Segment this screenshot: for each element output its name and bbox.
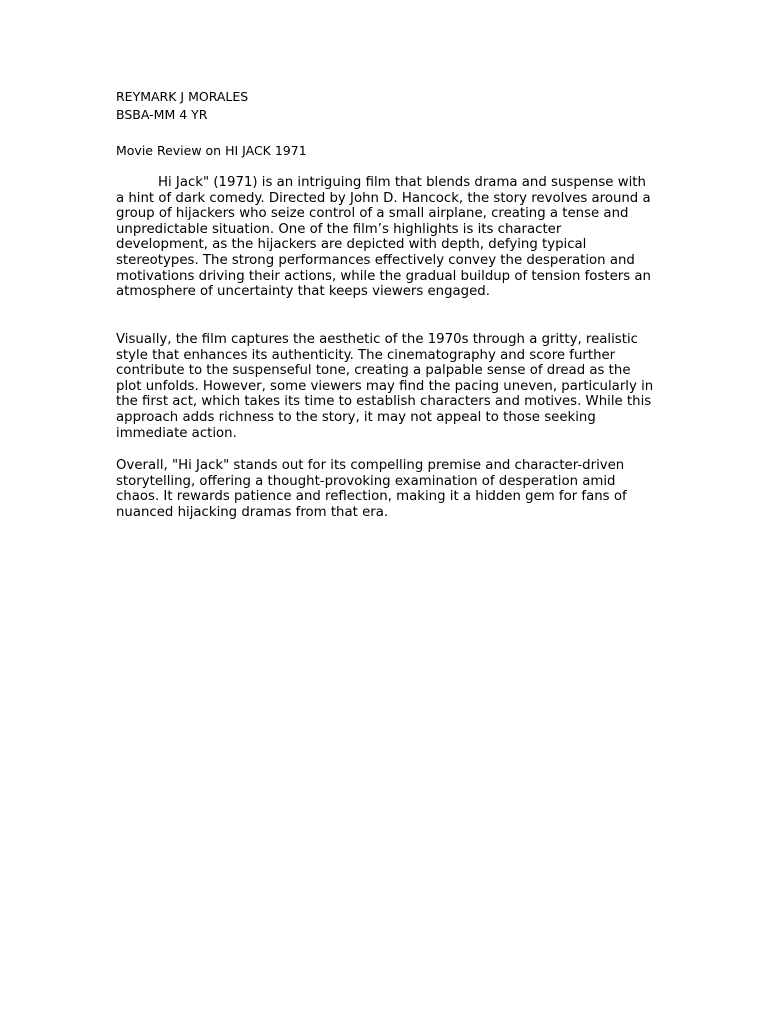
paragraph-3: Overall, "Hi Jack" stands out for its compelling premise and character-driven storytelling, offering a thought-provoking examination of desperation amid chaos. It rewards patience and reflection, making it a hidden gem for fans of nuanced hijacking dramas from that era.	[116, 458, 627, 520]
course-line: BSBA-MM 4 YR	[116, 107, 208, 122]
review-title: Movie Review on HI JACK 1971	[116, 143, 307, 158]
paragraph-2: Visually, the film captures the aesthetic of the 1970s through a gritty, realistic style that enhances its authenticity. The cinematography and score further contribute to the suspenseful tone, creating a palpable sense of dread as the plot unfolds. However, some viewers may find the pacing uneven, particularly in the first act, which takes its time to establish characters and motives. While this approach adds richness to the story, it may not appeal to those seeking immediate action.	[116, 332, 654, 441]
paragraph-1: Hi Jack" (1971) is an intriguing film that blends drama and suspense with a hint of dark comedy. Directed by John D. Hancock, the story revolves around a group of hijackers who seize control of a small airplane, creating a tense and unpredictable situation. One of the film’s highlights is its character development, as the hijackers are depicted with depth, defying typical stereotypes. The strong performances effectively convey the desperation and motivations driving their actions, while the gradual buildup of tension fosters an atmosphere of uncertainty that keeps viewers engaged.	[116, 175, 651, 300]
author-name: REYMARK J MORALES	[116, 89, 249, 104]
